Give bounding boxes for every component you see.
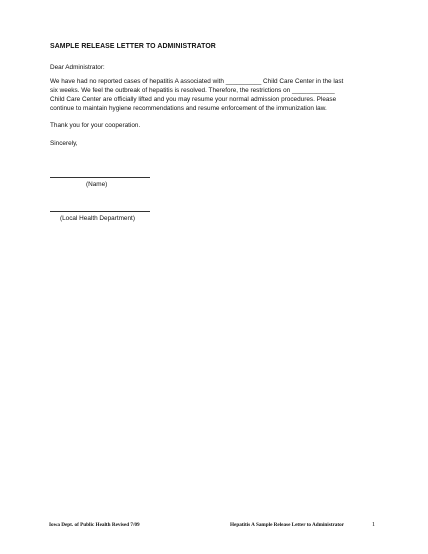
letter-title: SAMPLE RELEASE LETTER TO ADMINISTRATOR: [50, 43, 216, 50]
letter-body: [50, 78, 343, 114]
footer-title: Hepatitis A Sample Release Letter to Administrator: [230, 522, 345, 528]
thanks-line: Thank you for your cooperation.: [50, 122, 141, 129]
closing: Sincerely,: [50, 140, 78, 147]
name-signature-line: [50, 177, 150, 178]
department-label: (Local Health Department): [60, 215, 135, 222]
footer-revision: Iowa Dept. of Public Health Revised 7/09: [49, 522, 140, 528]
name-label: (Name): [86, 181, 108, 188]
body-line: Child Care Center are officially lifted and you may resume your normal admission procedures. Please: [50, 95, 337, 103]
body-line: continue to maintain hygiene recommendations and resume enforcement of the immunization law.: [50, 104, 327, 112]
page-number: 1: [372, 521, 376, 528]
salutation: Dear Administrator:: [50, 64, 105, 71]
body-line: We have had no reported cases of hepatitis A associated with __________ Child Care Center in the last: [50, 78, 344, 85]
body-line: six weeks. We feel the outbreak of hepatitis is resolved. Therefore, the restrictions on ____________: [50, 86, 335, 94]
department-signature-line: [50, 211, 150, 212]
